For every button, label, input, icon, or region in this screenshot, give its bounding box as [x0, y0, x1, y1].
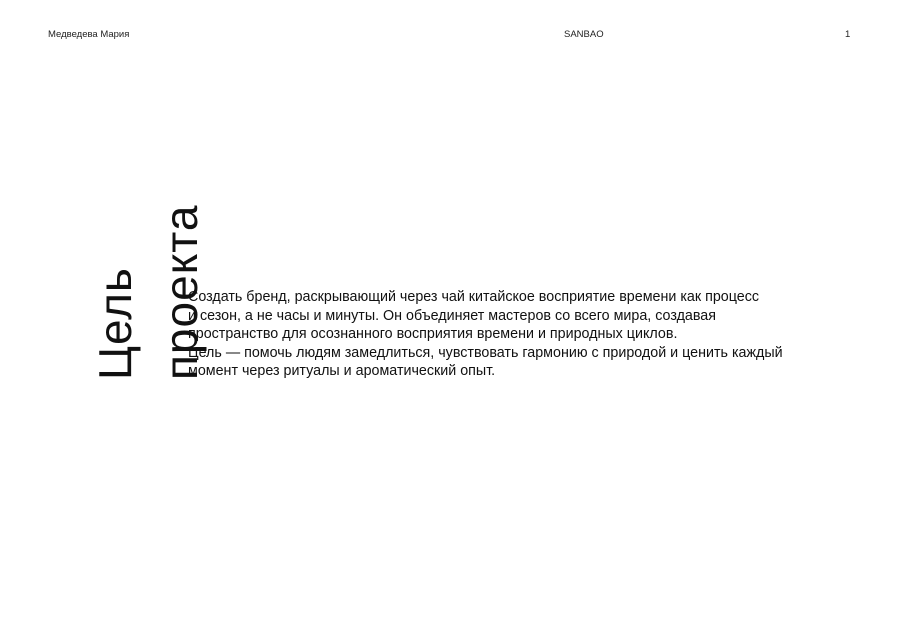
- body-line-2: и сезон, а не часы и минуты. Он объединяет мастеров со всего мира, создавая: [188, 307, 716, 324]
- project-goal-text: [188, 288, 838, 381]
- body-line-3: пространство для осознанного восприятия времени и природных циклов.: [188, 326, 678, 342]
- body-line-5: момент через ритуалы и ароматический опыт.: [188, 363, 496, 379]
- section-title-line-2: проекта: [155, 204, 207, 380]
- section-title-line-1: Цель: [89, 267, 141, 380]
- body-line-4: Цель — помочь людям замедлиться, чувствовать гармонию с природой и ценить каждый: [188, 344, 783, 361]
- header-author: Медведева Мария: [48, 29, 130, 40]
- page-number: 1: [845, 29, 851, 40]
- body-line-1: Создать бренд, раскрывающий через чай китайское восприятие времени как процесс: [188, 289, 760, 305]
- header-brand: SANBAO: [564, 29, 604, 40]
